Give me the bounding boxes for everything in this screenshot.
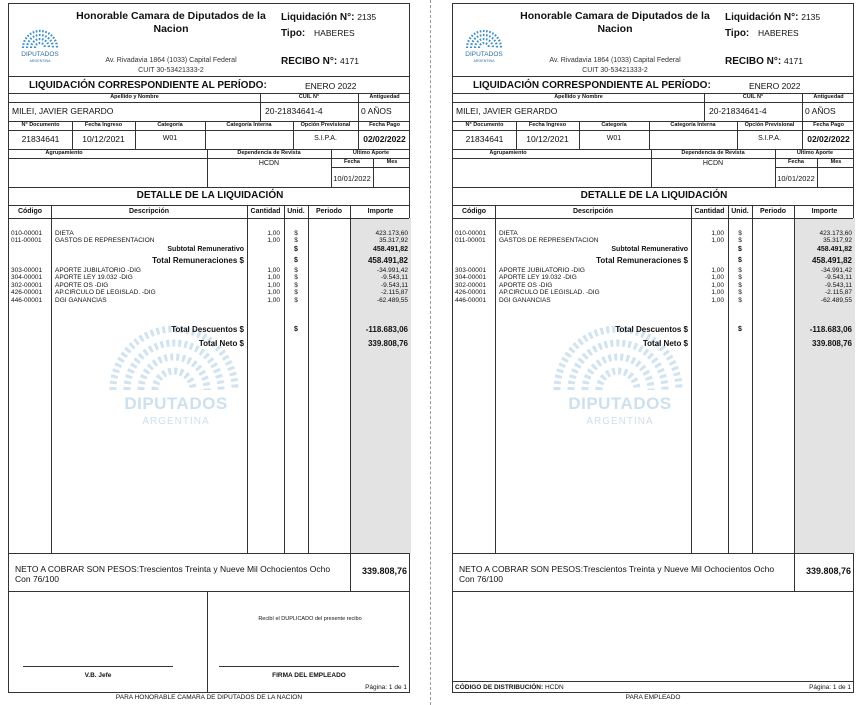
firma-empleado-label: FIRMA DEL EMPLEADO — [272, 672, 346, 679]
subtotal-value: 458.491,82 — [816, 246, 852, 253]
diputados-logo — [459, 12, 509, 64]
neto-text: NETO A COBRAR SON PESOS:Trescientos Treinta y Nueve Mil Ochocientos Ocho Con 76/100 — [15, 564, 331, 584]
row-description: DIETA — [499, 230, 518, 237]
row-amount: 35.317,92 — [823, 237, 852, 244]
watermark-text: DIPUTADOS — [568, 394, 672, 413]
opcion-value: S.I.P.A. — [758, 135, 781, 142]
org-name: Honorable Camara de Diputados de la Nacion — [520, 10, 710, 35]
employee-name: MILEI, JAVIER GERARDO — [12, 106, 114, 116]
row-code: 446-00001 — [11, 297, 43, 304]
row-quantity: 1,00 — [267, 282, 280, 289]
row-amount: 423.173,60 — [375, 230, 408, 237]
row-unit: $ — [738, 230, 742, 237]
row-code: 426-00001 — [455, 289, 487, 296]
total-neto-label: Total Neto $ — [198, 339, 244, 348]
employee-copy-caption: PARA EMPLEADO — [625, 694, 681, 701]
org-address: Av. Rivadavia 1864 (1033) Capital Federal CUIT 30-53421333-2 — [549, 57, 681, 74]
row-code: 426-00001 — [11, 289, 43, 296]
name-label: Apellido y Nombre — [554, 94, 603, 100]
ultimo-aporte-label: Último Aporte — [352, 150, 390, 156]
fecha-label: Fecha — [344, 159, 360, 165]
recibo-number: RECIBO N°: 4171 — [725, 56, 803, 67]
row-quantity: 1,00 — [267, 237, 280, 244]
mes-label: Mes — [830, 159, 842, 165]
name-label: Apellido y Nombre — [110, 94, 159, 100]
row-code: 010-00001 — [455, 230, 487, 237]
documento-value: 21834641 — [465, 134, 504, 144]
agrupamiento-label: Agrupamiento — [45, 150, 83, 156]
antiguedad-label: Antiguedad — [369, 94, 400, 100]
row-quantity: 1,00 — [267, 297, 280, 304]
watermark-subtext: ARGENTINA — [586, 416, 654, 427]
row-amount: -62.489,55 — [820, 297, 852, 304]
mes-label: Mes — [386, 159, 398, 165]
ultimo-fecha-value: 10/01/2022 — [777, 174, 815, 183]
row-description: APORTE JUBILATORIO -DIG — [55, 267, 141, 274]
row-code: 302-00001 — [455, 282, 487, 289]
row-amount: -9.543,11 — [825, 282, 852, 289]
opcion-value: S.I.P.A. — [314, 135, 337, 142]
row-unit: $ — [294, 237, 298, 244]
org-address: Av. Rivadavia 1864 (1033) Capital Federal CUIT 30-53421333-2 — [105, 57, 237, 74]
fecha-pago-value: 02/02/2022 — [363, 134, 406, 144]
diputados-logo — [15, 12, 65, 64]
svg-text:ARGENTINA: ARGENTINA — [473, 59, 495, 63]
row-unit: $ — [294, 230, 298, 237]
col-importe: Importe — [367, 208, 394, 215]
total-remuneraciones-label: Total Remuneraciones $ — [152, 256, 244, 265]
neto-amount: 339.808,76 — [361, 566, 407, 576]
row-quantity: 1,00 — [711, 274, 724, 281]
cuil-label: CUIL N° — [298, 94, 320, 100]
row-code: 304-00001 — [11, 274, 43, 281]
receipt-employee-copy: DIPUTADOS ARGENTINA Honorable Camara de Diputados de la Nacion Av. Rivadavia 1864 (1033) Capital Federal CUIT 30-53421333-2 Liquidación N°: 2135 Tipo: HABERES RECIBO N°: 4171 LIQUIDACIÓN CORRESPONDIENTE AL PERÍODO: ENERO 2022 Apellido y Nombre CUIL N° Antiguedad MILEI, JAVIER GERARDO 20-21834641-4 0 AÑOS N° Documento Fecha Ingreso Categoría Categoría Interna Opción Previsional Fecha Pago 21834641 10/12/2021 W01 S.I.P.A. 02/02/2022 Agrupamiento Dependencia de Revista Último Aporte Fecha Mes HCDN 10/01/2022 DETALLE DE LA LIQUIDACIÓN Código Descripción Cantidad Unid. Periodo Importe DIPUTADOS ARGENTINA 010-00001 DIETA 1,00 $ 423.173,60 011-00001 GASTOS DE REPRESENTACION 1,00 $ 35.317,92 Subtotal Remunerativo $ 458.491,82 Total Remuneraciones $ $ 458.491,82 303-00001 APORTE JUBILATORIO -DIG 1,00 $ -34.991,42 304-00001 APORTE LEY 19.032 -DIG 1,00 $ -9.543,11 302-00001 APORTE OS -DIG 1,00 $ -9.543,11 426-00001 AP.CIRCULO DE LEGISLAD. -DIG 1,00 $ -2.115,87 446-00001 DGI GANANCIAS 1,00 $ -62.489,55 Total Descuentos $ $ -118.683,06 Total Neto $ 339.808,76 NETO A COBRAR SON PESOS:Trescientos Treinta y Nueve Mil Ochocientos Ocho Con 76/100 339.808,76 CÓDIGO DE DISTRIBUCIÓN: HCDN Página: 1 de 1 — [452, 3, 854, 693]
period-title: LIQUIDACIÓN CORRESPONDIENTE AL PERÍODO: ENERO 2022 — [29, 80, 357, 91]
liquidacion-number: Liquidación N°: 2135 — [281, 12, 377, 23]
employee-name: MILEI, JAVIER GERARDO — [456, 106, 558, 116]
col-cantidad: Cantidad — [250, 208, 281, 215]
ingreso-value: 10/12/2021 — [526, 134, 569, 144]
page-number: Página: 1 de 1 — [809, 684, 851, 691]
row-amount: -34.991,42 — [376, 267, 408, 274]
detail-title: DETALLE DE LA LIQUIDACIÓN — [136, 190, 284, 201]
col-cantidad: Cantidad — [694, 208, 725, 215]
agrupamiento-label: Agrupamiento — [489, 150, 527, 156]
row-description: APORTE OS -DIG — [499, 282, 553, 289]
row-quantity: 1,00 — [267, 230, 280, 237]
antiguedad-label: Antiguedad — [813, 94, 844, 100]
dependencia-value: HCDN — [258, 160, 280, 167]
col-descripcion: Descripción — [572, 208, 614, 215]
row-unit: $ — [294, 267, 298, 274]
ultimo-aporte-label: Último Aporte — [796, 150, 834, 156]
col-unidad: Unid. — [287, 208, 305, 215]
dependencia-label: Dependencia de Revista — [237, 150, 301, 156]
row-description: DGI GANANCIAS — [499, 297, 551, 304]
opcion-label: Opción Previsional — [300, 122, 351, 128]
row-quantity: 1,00 — [711, 267, 724, 274]
row-code: 303-00001 — [455, 267, 487, 274]
employee-antiguedad: 0 AÑOS — [805, 106, 836, 116]
row-unit: $ — [738, 297, 742, 304]
row-amount: -2.115,87 — [825, 289, 852, 296]
subtotal-value: 458.491,82 — [372, 246, 408, 253]
row-code: 303-00001 — [11, 267, 43, 274]
detail-title: DETALLE DE LA LIQUIDACIÓN — [580, 190, 728, 201]
subtotal-label: Subtotal Remunerativo — [611, 246, 688, 253]
row-code: 010-00001 — [11, 230, 43, 237]
tipo: Tipo: HABERES — [725, 28, 799, 39]
employer-copy-caption: PARA HONORABLE CAMARA DE DIPUTADOS DE LA NACION — [115, 694, 303, 701]
row-unit: $ — [738, 282, 742, 289]
row-quantity: 1,00 — [711, 297, 724, 304]
subtotal-label: Subtotal Remunerativo — [167, 246, 244, 253]
row-quantity: 1,00 — [267, 289, 280, 296]
period-title: LIQUIDACIÓN CORRESPONDIENTE AL PERÍODO: ENERO 2022 — [473, 80, 801, 91]
employee-cuil: 20-21834641-4 — [709, 106, 767, 116]
svg-text:DIPUTADOS: DIPUTADOS — [21, 51, 59, 58]
row-unit: $ — [294, 297, 298, 304]
col-periodo: Periodo — [315, 208, 343, 215]
row-description: AP.CIRCULO DE LEGISLAD. -DIG — [499, 289, 600, 296]
row-description: DGI GANANCIAS — [55, 297, 107, 304]
row-description: GASTOS DE REPRESENTACION — [499, 237, 599, 244]
categoria-interna-label: Categoría Interna — [226, 122, 272, 128]
row-description: DIETA — [55, 230, 74, 237]
svg-text:ARGENTINA: ARGENTINA — [29, 59, 51, 63]
row-amount: 423.173,60 — [819, 230, 852, 237]
row-quantity: 1,00 — [267, 267, 280, 274]
duplicado-note: Recibí el DUPLICADO del presente recibo — [258, 616, 362, 622]
row-amount: 35.317,92 — [379, 237, 408, 244]
row-unit: $ — [738, 274, 742, 281]
row-description: GASTOS DE REPRESENTACION — [55, 237, 155, 244]
row-amount: -9.543,11 — [825, 274, 852, 281]
employee-cuil: 20-21834641-4 — [265, 106, 323, 116]
categoria-value: W01 — [606, 135, 622, 142]
categoria-label: Categoría — [157, 122, 183, 128]
row-code: 302-00001 — [11, 282, 43, 289]
col-descripcion: Descripción — [128, 208, 170, 215]
total-descuentos-value: -118.683,06 — [365, 325, 408, 334]
org-name: Honorable Camara de Diputados de la Nacion — [76, 10, 266, 35]
row-quantity: 1,00 — [711, 237, 724, 244]
row-description: APORTE JUBILATORIO -DIG — [499, 267, 585, 274]
total-neto-value: 339.808,76 — [367, 339, 408, 348]
row-code: 446-00001 — [455, 297, 487, 304]
col-importe: Importe — [811, 208, 838, 215]
ingreso-label: Fecha Ingreso — [528, 122, 567, 128]
receipt-employer-copy: DIPUTADOS ARGENTINA Honorable Camara de Diputados de la Nacion Av. Rivadavia 1864 (1033) Capital Federal CUIT 30-53421333-2 Liquidación N°: 2135 Tipo: HABERES RECIBO N°: 4171 LIQUIDACIÓN CORRESPONDIENTE AL PERÍODO: ENERO 2022 Apellido y Nombre CUIL N° Antiguedad MILEI, JAVIER GERARDO 20-21834641-4 0 AÑOS N° Documento Fecha Ingreso Categoría Categoría Interna Opción Previsional Fecha Pago 21834641 10/12/2021 W01 S.I.P.A. 02/02/2022 Agrupamiento Dependencia de Revista Último Aporte Fecha Mes HCDN 10/01/2022 DETALLE DE LA LIQUIDACIÓN Código Descripción Cantidad Unid. Periodo Importe DIPUTADOS ARGENTINA 010-00001 DIETA 1,00 $ 423.173,60 011-00001 GASTOS DE REPRESENTACION 1,00 $ 35.317,92 Subtotal Remunerativo $ 458.491,82 Total Remuneraciones $ $ 458.491,82 303-00001 APORTE JUBILATORIO -DIG 1,00 $ -34.991,42 304-00001 APORTE LEY 19.032 -DIG 1,00 $ -9.543,11 302-00001 APORTE OS -DIG 1,00 $ -9.543,11 426-00001 AP.CIRCULO DE LEGISLAD. -DIG 1,00 $ -2.115,87 446-00001 DGI GANANCIAS 1,00 $ -62.489,55 Total Descuentos $ $ -118.683,06 Total Neto $ 339.808,76 NETO A COBRAR SON PESOS:Trescientos Treinta y Nueve Mil Ochocientos Ocho Con 76/100 339.808,76 Recibí el DUPLICADO del presente recibo V.B. Jefe FIRMA DEL EMPLEADO Página: 1 de 1 — [8, 3, 410, 693]
col-codigo: Código — [17, 208, 43, 215]
categoria-interna-label: Categoría Interna — [670, 122, 716, 128]
fecha-pago-value: 02/02/2022 — [807, 134, 850, 144]
row-description: APORTE LEY 19.032 -DIG — [55, 274, 133, 281]
watermark-subtext: ARGENTINA — [142, 416, 210, 427]
row-unit: $ — [294, 289, 298, 296]
row-description: AP.CIRCULO DE LEGISLAD. -DIG — [55, 289, 156, 296]
row-unit: $ — [738, 237, 742, 244]
stub-divider — [430, 0, 431, 705]
liquidacion-number: Liquidación N°: 2135 — [725, 12, 821, 23]
ingreso-label: Fecha Ingreso — [84, 122, 123, 128]
dependencia-label: Dependencia de Revista — [681, 150, 745, 156]
employee-antiguedad: 0 AÑOS — [361, 106, 392, 116]
cuil-label: CUIL N° — [742, 94, 764, 100]
row-unit: $ — [738, 289, 742, 296]
row-unit: $ — [294, 274, 298, 281]
row-amount: -34.991,42 — [820, 267, 852, 274]
total-remuneraciones-value: 458.491,82 — [811, 256, 852, 265]
codigo-distribucion: CÓDIGO DE DISTRIBUCIÓN: HCDN — [455, 684, 564, 691]
row-amount: -9.543,11 — [381, 274, 408, 281]
documento-label: N° Documento — [465, 122, 504, 128]
row-unit: $ — [738, 267, 742, 274]
row-code: 304-00001 — [455, 274, 487, 281]
row-amount: -9.543,11 — [381, 282, 408, 289]
row-code: 011-00001 — [11, 237, 42, 244]
ingreso-value: 10/12/2021 — [82, 134, 125, 144]
fecha-pago-label: Fecha Pago — [813, 122, 844, 128]
fecha-pago-label: Fecha Pago — [369, 122, 400, 128]
vb-jefe-label: V.B. Jefe — [84, 672, 112, 679]
watermark-text: DIPUTADOS — [124, 394, 228, 413]
col-codigo: Código — [461, 208, 487, 215]
total-descuentos-value: -118.683,06 — [809, 325, 852, 334]
total-descuentos-label: Total Descuentos $ — [171, 325, 244, 334]
row-code: 011-00001 — [455, 237, 486, 244]
total-remuneraciones-value: 458.491,82 — [367, 256, 408, 265]
recibo-number: RECIBO N°: 4171 — [281, 56, 359, 67]
tipo: Tipo: HABERES — [281, 28, 355, 39]
row-quantity: 1,00 — [711, 230, 724, 237]
categoria-value: W01 — [162, 135, 178, 142]
total-descuentos-label: Total Descuentos $ — [615, 325, 688, 334]
row-unit: $ — [294, 282, 298, 289]
dependencia-value: HCDN — [702, 160, 724, 167]
svg-text:DIPUTADOS: DIPUTADOS — [465, 51, 503, 58]
page-number: Página: 1 de 1 — [365, 684, 407, 691]
neto-amount: 339.808,76 — [805, 566, 851, 576]
row-quantity: 1,00 — [711, 289, 724, 296]
col-periodo: Periodo — [759, 208, 787, 215]
fecha-label: Fecha — [788, 159, 804, 165]
documento-value: 21834641 — [21, 134, 60, 144]
total-neto-label: Total Neto $ — [642, 339, 688, 348]
row-quantity: 1,00 — [267, 274, 280, 281]
row-description: APORTE LEY 19.032 -DIG — [499, 274, 577, 281]
documento-label: N° Documento — [21, 122, 60, 128]
opcion-label: Opción Previsional — [744, 122, 795, 128]
row-amount: -62.489,55 — [376, 297, 408, 304]
row-quantity: 1,00 — [711, 282, 724, 289]
categoria-label: Categoría — [601, 122, 627, 128]
total-remuneraciones-label: Total Remuneraciones $ — [596, 256, 688, 265]
total-neto-value: 339.808,76 — [811, 339, 852, 348]
col-unidad: Unid. — [731, 208, 749, 215]
ultimo-fecha-value: 10/01/2022 — [333, 174, 371, 183]
neto-text: NETO A COBRAR SON PESOS:Trescientos Treinta y Nueve Mil Ochocientos Ocho Con 76/100 — [459, 564, 775, 584]
row-description: APORTE OS -DIG — [55, 282, 109, 289]
row-amount: -2.115,87 — [381, 289, 408, 296]
